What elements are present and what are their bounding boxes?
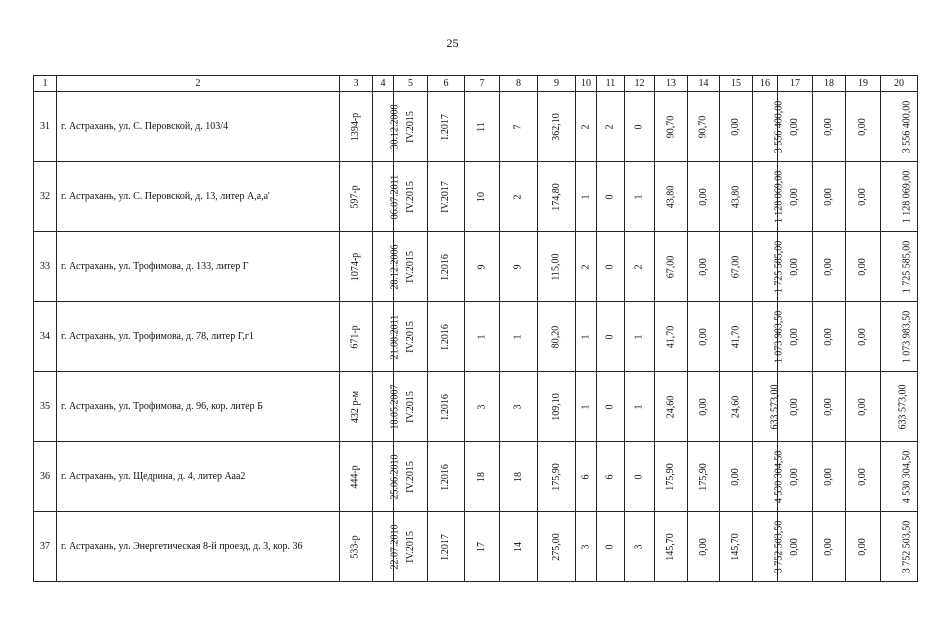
header-cell-11: 11 bbox=[597, 76, 625, 92]
area-14: 0,00 bbox=[697, 327, 709, 346]
order-number: 1394-р bbox=[350, 112, 361, 141]
cost-18: 0,00 bbox=[823, 117, 834, 136]
order-number: 444-р bbox=[350, 464, 361, 489]
address-cell: г. Астрахань, ул. Щедрина, д. 4, литер Ааа2 bbox=[57, 442, 340, 512]
area-15: 43,80 bbox=[730, 185, 741, 208]
rooms-total: 1 bbox=[580, 334, 591, 339]
area-total: 109,10 bbox=[550, 392, 562, 421]
plan-start: IV.2015 bbox=[404, 460, 416, 493]
plan-end: I.2016 bbox=[440, 323, 451, 350]
row-number: 33 bbox=[40, 261, 50, 272]
area-13-cell bbox=[655, 162, 688, 232]
residents-total: 9 bbox=[476, 264, 487, 269]
order-number: 1074-р bbox=[350, 252, 361, 281]
area-total-cell bbox=[538, 92, 576, 162]
cost-17: 0,00 bbox=[789, 117, 800, 136]
area-13-cell bbox=[655, 442, 688, 512]
plan-end: I.2017 bbox=[440, 533, 451, 560]
area-13: 43,80 bbox=[665, 185, 676, 208]
rooms-a: 0 bbox=[604, 334, 616, 339]
area-15-cell bbox=[720, 92, 753, 162]
cost-total-cell bbox=[753, 92, 785, 162]
residents-relocated: 14 bbox=[512, 541, 524, 552]
table-row bbox=[34, 162, 918, 232]
cost-19-cell bbox=[846, 232, 881, 302]
cost-total: 1 128 069,00 bbox=[773, 170, 785, 223]
plan-start: IV.2015 bbox=[404, 390, 416, 423]
residents-relocated: 2 bbox=[512, 194, 524, 199]
area-15-cell bbox=[720, 162, 753, 232]
cost-19: 0,00 bbox=[857, 327, 868, 346]
row-number: 32 bbox=[40, 191, 50, 202]
cost-total: 3 556 400,00 bbox=[773, 100, 785, 153]
cost-17: 0,00 bbox=[789, 257, 800, 276]
area-total-cell bbox=[538, 302, 576, 372]
cost-19-cell bbox=[846, 162, 881, 232]
header-cell-20: 20 bbox=[881, 76, 918, 92]
residents-relocated-cell bbox=[500, 372, 538, 442]
address-cell: г. Астрахань, ул. Трофимова, д. 96, кор. литер Б bbox=[57, 372, 340, 442]
residents-relocated-cell bbox=[500, 232, 538, 302]
header-cell-1: 1 bbox=[34, 76, 57, 92]
area-total-cell bbox=[538, 512, 576, 582]
residents-relocated-cell bbox=[500, 442, 538, 512]
order-date: 21.08.2011 bbox=[389, 314, 401, 359]
area-15-cell bbox=[720, 372, 753, 442]
residents-relocated-cell bbox=[500, 162, 538, 232]
header-cell-3: 3 bbox=[340, 76, 373, 92]
rooms-total: 1 bbox=[580, 404, 591, 409]
row-number-cell bbox=[34, 162, 57, 232]
row-number: 31 bbox=[40, 121, 50, 132]
area-13: 41,70 bbox=[665, 325, 676, 348]
rooms-b: 1 bbox=[633, 194, 645, 199]
header-cell-7: 7 bbox=[465, 76, 500, 92]
area-14-cell bbox=[688, 302, 720, 372]
rooms-a-cell bbox=[597, 92, 625, 162]
cost-20-cell bbox=[881, 162, 918, 232]
order-number: 597-р bbox=[350, 184, 361, 209]
order-date-cell bbox=[373, 372, 401, 442]
residents-total: 17 bbox=[476, 541, 487, 552]
cost-total: 1 725 585,00 bbox=[773, 240, 785, 293]
cost-20-cell bbox=[881, 232, 918, 302]
order-date-cell bbox=[373, 232, 401, 302]
residents-total: 10 bbox=[476, 191, 487, 202]
area-total-cell bbox=[538, 162, 576, 232]
cost-18-cell bbox=[813, 372, 846, 442]
row-number: 35 bbox=[40, 401, 50, 412]
area-14-cell bbox=[688, 232, 720, 302]
plan-start: IV.2015 bbox=[404, 530, 416, 563]
cost-total-cell bbox=[753, 302, 785, 372]
cost-total-cell bbox=[753, 372, 781, 442]
area-14: 0,00 bbox=[697, 397, 709, 416]
cost-20-cell bbox=[881, 372, 918, 442]
residents-total-cell bbox=[465, 162, 500, 232]
order-number-cell bbox=[340, 162, 373, 232]
order-date: 25.06.2010 bbox=[389, 454, 401, 499]
cost-18-cell bbox=[813, 232, 846, 302]
cost-19: 0,00 bbox=[857, 537, 868, 556]
area-total: 174,80 bbox=[550, 182, 562, 211]
cost-20: 4 530 304,50 bbox=[901, 450, 913, 503]
area-15: 41,70 bbox=[730, 325, 741, 348]
table-row bbox=[34, 372, 918, 442]
rooms-b: 0 bbox=[633, 474, 645, 479]
rooms-b: 2 bbox=[633, 264, 645, 269]
plan-start: IV.2015 bbox=[404, 250, 416, 283]
row-number-cell bbox=[34, 372, 57, 442]
header-cell-15: 15 bbox=[720, 76, 753, 92]
area-total: 80,20 bbox=[550, 325, 562, 348]
header-cell-14: 14 bbox=[688, 76, 720, 92]
area-14-cell bbox=[688, 162, 720, 232]
area-13-cell bbox=[655, 372, 688, 442]
area-15: 67,00 bbox=[730, 255, 741, 278]
plan-end: IV.2017 bbox=[439, 180, 451, 213]
cost-17: 0,00 bbox=[789, 537, 800, 556]
order-date-cell bbox=[373, 302, 401, 372]
rooms-b-cell bbox=[625, 232, 655, 302]
rooms-a-cell bbox=[597, 302, 625, 372]
rooms-b: 1 bbox=[633, 404, 645, 409]
area-total-cell bbox=[538, 232, 576, 302]
cost-20: 633 573,00 bbox=[897, 384, 909, 429]
row-number: 36 bbox=[40, 471, 50, 482]
area-total: 275,00 bbox=[550, 532, 562, 561]
row-number-cell bbox=[34, 512, 57, 582]
header-cell-12: 12 bbox=[625, 76, 655, 92]
table-row bbox=[34, 512, 918, 582]
residents-relocated-cell bbox=[500, 92, 538, 162]
rooms-b-cell bbox=[625, 302, 655, 372]
rooms-total-cell bbox=[576, 232, 597, 302]
area-13: 175,90 bbox=[665, 462, 676, 491]
header-cell-2: 2 bbox=[57, 76, 340, 92]
area-13-cell bbox=[655, 92, 688, 162]
order-date: 28.12.2006 bbox=[389, 244, 401, 289]
order-date: 22.07.2010 bbox=[389, 524, 401, 569]
rooms-total-cell bbox=[576, 162, 597, 232]
residents-relocated: 3 bbox=[512, 404, 524, 409]
residents-total: 1 bbox=[476, 334, 487, 339]
order-number-cell bbox=[340, 442, 373, 512]
rooms-b-cell bbox=[625, 442, 655, 512]
plan-end-cell bbox=[428, 162, 465, 232]
area-14: 175,90 bbox=[697, 462, 709, 491]
rooms-a-cell bbox=[597, 162, 625, 232]
plan-end-cell bbox=[428, 302, 465, 372]
cost-total-cell bbox=[753, 512, 785, 582]
plan-end-cell bbox=[428, 232, 465, 302]
residents-relocated: 1 bbox=[512, 334, 524, 339]
rooms-b-cell bbox=[625, 162, 655, 232]
order-number: 533-р bbox=[350, 534, 361, 559]
area-total: 362,10 bbox=[550, 112, 562, 141]
table-row bbox=[34, 442, 918, 512]
cost-18-cell bbox=[813, 92, 846, 162]
order-number-cell bbox=[340, 372, 373, 442]
residents-total-cell bbox=[465, 92, 500, 162]
cost-total: 4 530 304,50 bbox=[773, 450, 785, 503]
area-total-cell bbox=[538, 442, 576, 512]
rooms-a: 0 bbox=[604, 194, 616, 199]
row-number: 34 bbox=[40, 331, 50, 342]
area-14: 0,00 bbox=[697, 257, 709, 276]
area-15: 145,70 bbox=[730, 532, 741, 561]
address-cell: г. Астрахань, ул. Трофимова, д. 78, литер Г,г1 bbox=[57, 302, 340, 372]
area-total-cell bbox=[538, 372, 576, 442]
area-14-cell bbox=[688, 512, 720, 582]
plan-end: I.2016 bbox=[440, 253, 451, 280]
rooms-total: 6 bbox=[580, 474, 591, 479]
rooms-total-cell bbox=[576, 442, 597, 512]
area-13-cell bbox=[655, 232, 688, 302]
order-number-cell bbox=[340, 512, 373, 582]
residents-total: 3 bbox=[476, 404, 487, 409]
rooms-a-cell bbox=[597, 372, 625, 442]
address-cell: г. Астрахань, ул. Трофимова, д. 133, литер Г bbox=[57, 232, 340, 302]
cost-20: 3 752 503,50 bbox=[901, 520, 913, 573]
row-number-cell bbox=[34, 302, 57, 372]
area-14: 90,70 bbox=[697, 115, 709, 138]
row-number: 37 bbox=[40, 541, 50, 552]
rooms-a: 0 bbox=[604, 264, 616, 269]
area-14: 0,00 bbox=[697, 187, 709, 206]
area-13: 90,70 bbox=[665, 115, 676, 138]
header-cell-6: 6 bbox=[428, 76, 465, 92]
plan-end: I.2016 bbox=[440, 393, 451, 420]
cost-19: 0,00 bbox=[857, 397, 868, 416]
area-15: 24,60 bbox=[730, 395, 741, 418]
area-total: 115,00 bbox=[550, 252, 562, 281]
header-cell-4: 4 bbox=[373, 76, 394, 92]
residents-relocated-cell bbox=[500, 512, 538, 582]
cost-17: 0,00 bbox=[789, 397, 800, 416]
order-date-cell bbox=[373, 442, 401, 512]
plan-start: IV.2015 bbox=[404, 320, 416, 353]
cost-20: 1 073 983,50 bbox=[901, 310, 913, 363]
area-14: 0,00 bbox=[697, 537, 709, 556]
order-number: 432 р-м bbox=[350, 390, 362, 423]
plan-end: I.2017 bbox=[440, 113, 451, 140]
cost-total: 3 752 503,50 bbox=[773, 520, 785, 573]
order-date-cell bbox=[373, 162, 401, 232]
cost-18: 0,00 bbox=[823, 397, 834, 416]
rooms-total-cell bbox=[576, 92, 597, 162]
plan-start: IV.2015 bbox=[404, 180, 416, 213]
cost-19-cell bbox=[846, 442, 881, 512]
cost-20-cell bbox=[881, 92, 918, 162]
area-13: 24,60 bbox=[665, 395, 676, 418]
cost-19-cell bbox=[846, 372, 881, 442]
rooms-total: 3 bbox=[580, 544, 591, 549]
residents-total: 18 bbox=[476, 471, 487, 482]
rooms-total: 1 bbox=[580, 194, 591, 199]
cost-total-cell bbox=[753, 442, 785, 512]
cost-17-cell bbox=[778, 372, 813, 442]
cost-total-cell bbox=[753, 232, 785, 302]
area-13: 67,00 bbox=[665, 255, 676, 278]
header-cell-16: 16 bbox=[753, 76, 778, 92]
cost-20-cell bbox=[881, 302, 918, 372]
row-number-cell bbox=[34, 92, 57, 162]
order-number: 671-р bbox=[350, 324, 361, 349]
row-number-cell bbox=[34, 442, 57, 512]
header-cell-19: 19 bbox=[846, 76, 881, 92]
area-13: 145,70 bbox=[665, 532, 676, 561]
order-date: 30.12.2008 bbox=[389, 104, 401, 149]
cost-19: 0,00 bbox=[857, 117, 868, 136]
plan-end: I.2016 bbox=[440, 463, 451, 490]
cost-18: 0,00 bbox=[823, 327, 834, 346]
address-cell: г. Астрахань, ул. Энергетическая 8-й проезд, д. 3, кор. 36 bbox=[57, 512, 340, 582]
cost-18: 0,00 bbox=[823, 187, 834, 206]
rooms-a: 0 bbox=[604, 404, 616, 409]
header-cell-18: 18 bbox=[813, 76, 846, 92]
plan-end-cell bbox=[428, 442, 465, 512]
residents-total: 11 bbox=[475, 121, 487, 132]
header-cell-9: 9 bbox=[538, 76, 576, 92]
cost-17: 0,00 bbox=[789, 467, 800, 486]
cost-17: 0,00 bbox=[789, 187, 800, 206]
data-table bbox=[33, 75, 918, 582]
rooms-total: 2 bbox=[580, 124, 591, 129]
area-15-cell bbox=[720, 232, 753, 302]
area-15-cell bbox=[720, 302, 753, 372]
cost-19-cell bbox=[846, 92, 881, 162]
residents-relocated: 18 bbox=[512, 471, 524, 482]
order-number-cell bbox=[340, 92, 373, 162]
residents-total-cell bbox=[465, 232, 500, 302]
cost-18-cell bbox=[813, 512, 846, 582]
cost-19: 0,00 bbox=[857, 467, 868, 486]
plan-end-cell bbox=[428, 512, 465, 582]
area-15: 0,00 bbox=[730, 117, 741, 136]
cost-19-cell bbox=[846, 512, 881, 582]
cost-20-cell bbox=[881, 442, 918, 512]
cost-18: 0,00 bbox=[823, 257, 834, 276]
rooms-b: 0 bbox=[633, 124, 645, 129]
residents-total-cell bbox=[465, 512, 500, 582]
plan-end-cell bbox=[428, 372, 465, 442]
area-total: 175,90 bbox=[550, 462, 562, 491]
cost-20: 1 128 069,00 bbox=[901, 170, 913, 223]
area-14-cell bbox=[688, 92, 720, 162]
cost-18-cell bbox=[813, 162, 846, 232]
order-number-cell bbox=[340, 302, 373, 372]
page-number: 25 bbox=[446, 36, 459, 50]
header-cell-5: 5 bbox=[394, 76, 428, 92]
rooms-b-cell bbox=[625, 92, 655, 162]
area-14-cell bbox=[688, 372, 720, 442]
rooms-total: 2 bbox=[580, 264, 591, 269]
cost-18-cell bbox=[813, 442, 846, 512]
area-15-cell bbox=[720, 442, 753, 512]
cost-18-cell bbox=[813, 302, 846, 372]
table-row bbox=[34, 92, 918, 162]
header-cell-17: 17 bbox=[778, 76, 813, 92]
cost-20: 3 556 400,00 bbox=[901, 100, 913, 153]
residents-total-cell bbox=[465, 302, 500, 372]
area-15: 0,00 bbox=[730, 467, 741, 486]
plan-start: IV.2015 bbox=[404, 110, 416, 143]
header-cell-13: 13 bbox=[655, 76, 688, 92]
order-date-cell bbox=[373, 512, 401, 582]
cost-20-cell bbox=[881, 512, 918, 582]
header-cell-8: 8 bbox=[500, 76, 538, 92]
residents-total-cell bbox=[465, 372, 500, 442]
order-date: 06.07.2011 bbox=[389, 174, 401, 219]
area-13-cell bbox=[655, 512, 688, 582]
residents-relocated: 7 bbox=[512, 124, 524, 129]
area-13-cell bbox=[655, 302, 688, 372]
plan-end-cell bbox=[428, 92, 465, 162]
rooms-a: 0 bbox=[604, 544, 616, 549]
cost-total: 633 573,00 bbox=[769, 384, 781, 429]
rooms-total-cell bbox=[576, 302, 597, 372]
table-row bbox=[34, 302, 918, 372]
rooms-b-cell bbox=[625, 512, 655, 582]
header-row bbox=[34, 76, 918, 92]
cost-19: 0,00 bbox=[857, 187, 868, 206]
order-number-cell bbox=[340, 232, 373, 302]
residents-total-cell bbox=[465, 442, 500, 512]
cost-19-cell bbox=[846, 302, 881, 372]
rooms-total-cell bbox=[576, 512, 597, 582]
cost-18: 0,00 bbox=[823, 537, 834, 556]
rooms-a-cell bbox=[597, 442, 625, 512]
area-14-cell bbox=[688, 442, 720, 512]
order-date-cell bbox=[373, 92, 401, 162]
address-cell: г. Астрахань, ул. С. Перовской, д. 103/4 bbox=[57, 92, 340, 162]
row-number-cell bbox=[34, 232, 57, 302]
order-date: 18.05.2007 bbox=[389, 384, 401, 429]
rooms-a-cell bbox=[597, 512, 625, 582]
rooms-a-cell bbox=[597, 232, 625, 302]
rooms-total-cell bbox=[576, 372, 597, 442]
residents-relocated: 9 bbox=[512, 264, 524, 269]
rooms-b: 3 bbox=[633, 544, 645, 549]
rooms-b-cell bbox=[625, 372, 655, 442]
area-15-cell bbox=[720, 512, 753, 582]
rooms-a: 6 bbox=[604, 474, 616, 479]
rooms-a: 2 bbox=[604, 124, 616, 129]
table-row bbox=[34, 232, 918, 302]
rooms-b: 1 bbox=[633, 334, 645, 339]
cost-total-cell bbox=[753, 162, 785, 232]
cost-total: 1 073 983,50 bbox=[773, 310, 785, 363]
cost-19: 0,00 bbox=[857, 257, 868, 276]
residents-relocated-cell bbox=[500, 302, 538, 372]
header-cell-10: 10 bbox=[576, 76, 597, 92]
cost-20: 1 725 585,00 bbox=[901, 240, 913, 293]
cost-17: 0,00 bbox=[789, 327, 800, 346]
cost-18: 0,00 bbox=[823, 467, 834, 486]
address-cell: г. Астрахань, ул. С. Перовской, д. 13, литер А,а,а' bbox=[57, 162, 340, 232]
